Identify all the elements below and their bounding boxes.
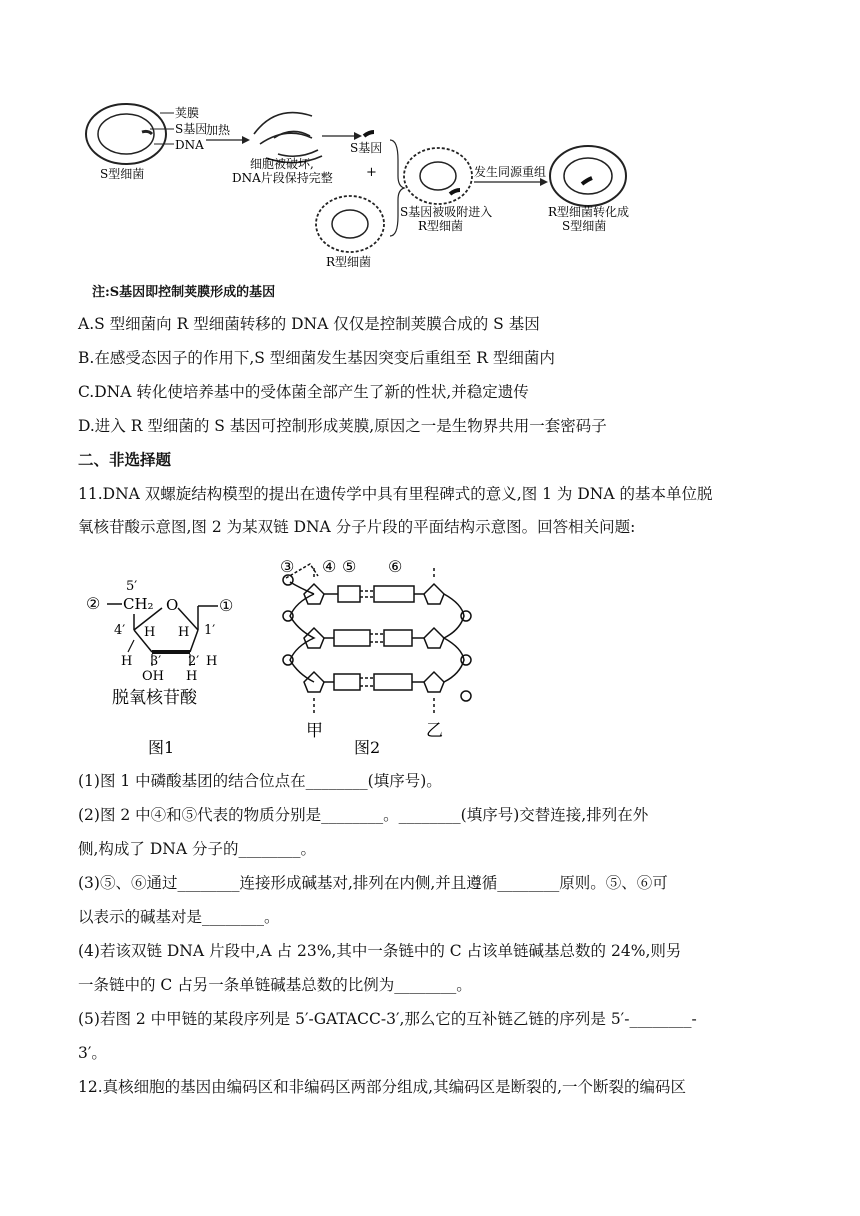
- label-capsule: 荚膜: [175, 106, 200, 120]
- label-s-gene-fragment: S基因: [350, 141, 383, 155]
- diagram-note: 注:S基因即控制荚膜形成的基因: [92, 285, 276, 300]
- q11-part-2-line-2: 侧,构成了 DNA 分子的________。: [78, 840, 316, 858]
- transformation-diagram: [78, 96, 658, 306]
- q11-part-3-line-2: 以表示的碱基对是________。: [78, 908, 280, 926]
- fig1-h-e: H: [186, 669, 198, 684]
- option-a: A.S 型细菌向 R 型细菌转移的 DNA 仅仅是控制荚膜合成的 S 基因: [78, 315, 540, 333]
- q11-part-1: (1)图 1 中磷酸基团的结合位点在________(填序号)。: [78, 772, 442, 790]
- option-c: C.DNA 转化使培养基中的受体菌全部产生了新的性状,并稳定遗传: [78, 383, 529, 401]
- fig2-c5: ⑤: [342, 557, 357, 576]
- transformed-bacterium: [550, 146, 626, 206]
- fig1-c1: 1′: [204, 623, 216, 638]
- fig1-circle2: ②: [86, 594, 101, 613]
- fig1-o: O: [166, 596, 179, 614]
- fig1-name: 脱氧核苷酸: [112, 688, 197, 708]
- q12-stem-1: 12.真核细胞的基因由编码区和非编码区两部分组成,其编码区是断裂的,一个断裂的编码区: [78, 1078, 687, 1096]
- figure-1-deoxynucleotide: [86, 579, 233, 757]
- figure-2-double-strand-dna: [283, 564, 471, 713]
- label-plus: +: [366, 165, 377, 180]
- r-bacterium-absorbed: [404, 148, 472, 204]
- label-absorbed-2: R型细菌: [418, 219, 464, 233]
- r-bacterium: [316, 196, 384, 252]
- label-transformed-1: R型细菌转化成: [548, 205, 630, 219]
- label-absorbed-1: S基因被吸附进入: [400, 205, 493, 219]
- label-s-gene: S基因: [175, 122, 208, 136]
- fig1-h-c: H: [121, 654, 133, 669]
- q11-part-4-line-1: (4)若该双链 DNA 片段中,A 占 23%,其中一条链中的 C 占该单链碱基总数的 24%,则另: [78, 942, 682, 960]
- label-homologous-recombination: 发生同源重组: [474, 165, 547, 179]
- fig1-c5: 5′: [126, 579, 138, 594]
- q11-part-3-line-1: (3)⑤、⑥通过________连接形成碱基对,排列在内侧,并且遵循________原则。⑤、⑥可: [78, 874, 668, 892]
- fig1-h-a: H: [144, 625, 156, 640]
- fig1-caption: 图1: [148, 738, 175, 757]
- q11-part-5-line-2: 3′。: [78, 1044, 107, 1062]
- option-d: D.进入 R 型细菌的 S 基因可控制形成荚膜,原因之一是生物界共用一套密码子: [78, 417, 607, 435]
- fig2-c4: ④: [322, 557, 337, 576]
- s-bacterium: [86, 104, 166, 164]
- label-s-bacteria: S型细菌: [100, 167, 145, 181]
- label-transformed-2: S型细菌: [562, 219, 607, 233]
- fig1-ch2: CH₂: [123, 595, 154, 613]
- label-cell-destroyed: 细胞被破坏,: [250, 157, 314, 171]
- label-r-bacteria: R型细菌: [326, 255, 372, 269]
- fig1-c2: 2′: [188, 654, 200, 669]
- fig2-caption: 图2: [354, 738, 381, 757]
- dna-figures: [78, 548, 498, 763]
- fig1-oh: OH: [142, 669, 164, 684]
- destroyed-cell: [254, 113, 322, 163]
- fig2-c6: ⑥: [388, 557, 403, 576]
- section-heading: 二、非选择题: [78, 450, 172, 469]
- q11-part-2-line-1: (2)图 2 中④和⑤代表的物质分别是________。________(填序号)交替连接,排列在外: [78, 806, 649, 824]
- fig1-h-d: H: [206, 654, 218, 669]
- label-dna-intact: DNA片段保持完整: [232, 171, 333, 185]
- fig1-c3: 3′: [150, 654, 162, 669]
- option-b: B.在感受态因子的作用下,S 型细菌发生基因突变后重组至 R 型细菌内: [78, 349, 555, 367]
- q11-stem-2: 氧核苷酸示意图,图 2 为某双链 DNA 分子片段的平面结构示意图。回答相关问题:: [78, 518, 636, 536]
- fig1-c4: 4′: [114, 623, 126, 638]
- q11-part-5-line-1: (5)若图 2 中甲链的某段序列是 5′-GATACC-3′,那么它的互补链乙链的序列是 5′-________-: [78, 1010, 697, 1028]
- fig1-circle1: ①: [219, 596, 234, 615]
- fig2-c3: ③: [280, 557, 295, 576]
- fig2-yi: 乙: [426, 721, 443, 741]
- label-heat: 加热: [206, 123, 231, 137]
- fig1-h-b: H: [178, 625, 190, 640]
- fig2-jia: 甲: [306, 721, 323, 741]
- label-dna: DNA: [175, 138, 204, 152]
- q11-stem-1: 11.DNA 双螺旋结构模型的提出在遗传学中具有里程碑式的意义,图 1 为 DNA 的基本单位脱: [78, 485, 713, 503]
- q11-part-4-line-2: 一条链中的 C 占另一条单链碱基总数的比例为________。: [78, 976, 472, 994]
